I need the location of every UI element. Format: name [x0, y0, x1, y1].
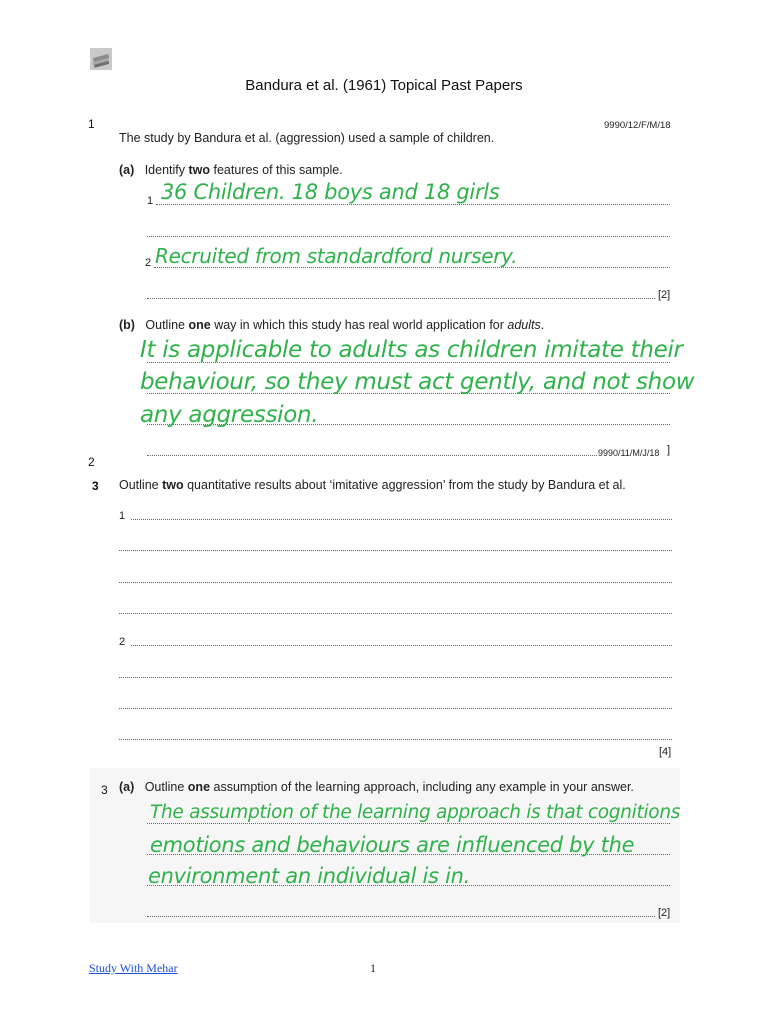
handwritten-answer: any aggression.: [140, 402, 319, 428]
prompt-italic: adults: [507, 318, 541, 332]
question-1b-prompt: [119, 318, 544, 332]
question-3a-prompt: [119, 780, 634, 794]
part-label: (a): [119, 163, 135, 177]
page-title: Bandura et al. (1961) Topical Past Papers: [245, 77, 523, 94]
prompt-text: .: [540, 318, 545, 332]
handwritten-answer: environment an individual is in.: [148, 864, 470, 888]
handwritten-answer: 36 Children. 18 boys and 18 girls: [161, 180, 500, 204]
question-2-number: 2: [88, 455, 95, 469]
prompt-text: quantitative results about ‘imitative aggression’ from the study by Bandura et al.: [183, 478, 626, 492]
prompt-text: features of this sample.: [210, 163, 343, 177]
answer-line: [119, 550, 672, 551]
answer-line: [131, 519, 672, 520]
handwritten-answer: It is applicable to adults as children imitate their: [140, 337, 683, 363]
prompt-bold: one: [187, 780, 211, 794]
prompt-text: Outline: [145, 318, 189, 332]
page-number: 1: [370, 961, 376, 975]
answer-line: [147, 916, 655, 917]
prompt-text: Identify: [144, 163, 189, 177]
answer-line: [147, 455, 597, 456]
handwritten-answer: The assumption of the learning approach is that cognitions: [150, 802, 681, 823]
prompt-bold: one: [188, 318, 211, 332]
question-1-stem: The study by Bandura et al. (aggression) used a sample of children.: [119, 131, 495, 145]
answer-line: [147, 823, 670, 824]
handwritten-answer: behaviour, so they must act gently, and not show: [140, 369, 695, 395]
part-label: (a): [119, 780, 135, 794]
prompt-text: assumption of the learning approach, including any example in your answer.: [210, 780, 634, 794]
answer-line: [147, 236, 670, 237]
answer-line: [119, 739, 672, 740]
part-label: (b): [119, 318, 135, 332]
footer-link[interactable]: Study With Mehar: [89, 961, 178, 975]
answer-line: [119, 582, 672, 583]
prompt-text: Outline: [144, 780, 188, 794]
question-1-number: 1: [88, 117, 95, 131]
marks-badge: [2]: [658, 289, 671, 301]
prompt-text: way in which this study has real world application for: [210, 318, 508, 332]
answer-line: [119, 677, 672, 678]
answer-line-number: 2: [145, 257, 152, 269]
marks-badge: [2]: [658, 907, 671, 919]
question-2-prompt: [119, 478, 626, 492]
handwritten-answer: emotions and behaviours are influenced by the: [150, 833, 635, 857]
scan-question-number: 3: [92, 479, 99, 493]
answer-line-number: 2: [119, 636, 126, 648]
marks-badge: [4]: [659, 746, 672, 758]
question-1-code: 9990/12/F/M/18: [604, 120, 671, 131]
answer-line: [119, 613, 672, 614]
question-2-code: 9990/11/M/J/18: [598, 448, 660, 458]
prompt-bold: two: [188, 163, 211, 177]
prompt-bold: two: [162, 478, 184, 492]
answer-line: [147, 298, 655, 299]
question-1a-prompt: [119, 163, 343, 177]
handwritten-answer: Recruited from standardford nursery.: [155, 244, 518, 268]
answer-line: [156, 204, 670, 205]
answer-line-number: 1: [119, 510, 126, 522]
question-3-number: 3: [101, 783, 108, 797]
books-icon: [89, 47, 113, 71]
answer-line: [131, 645, 672, 646]
answer-line: [119, 708, 672, 709]
prompt-text: Outline: [119, 478, 163, 492]
marks-badge: ]: [667, 444, 671, 456]
answer-line-number: 1: [147, 195, 154, 207]
